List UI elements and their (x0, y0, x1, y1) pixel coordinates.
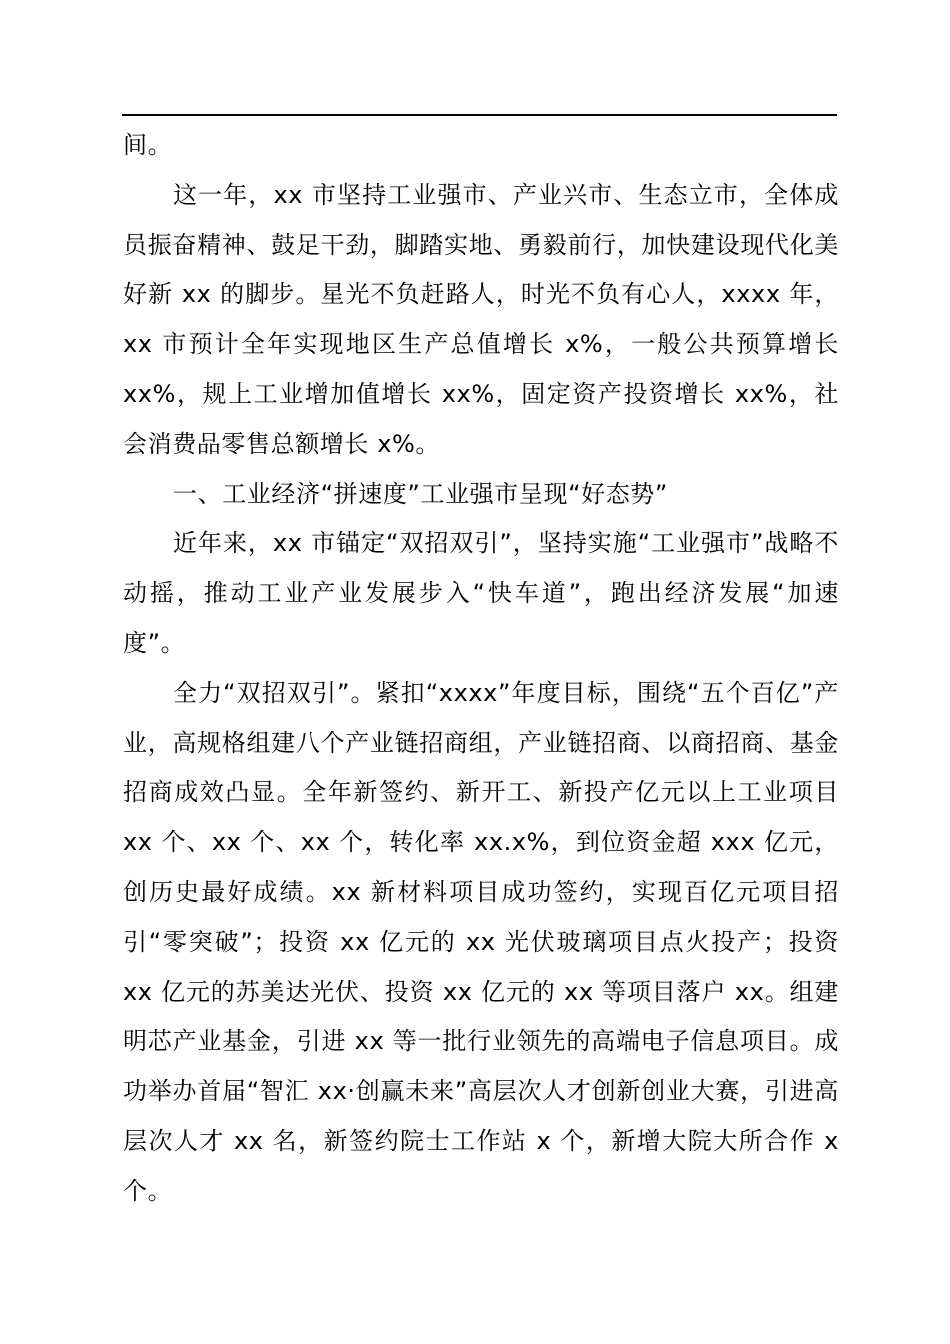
document-body (123, 121, 839, 1217)
paragraph-continuation: 间。 (123, 131, 173, 159)
paragraph-investment-talent: 全力“双招双引”。紧扣“xxxx”年度目标，围绕“五个百亿”产业，高规格组建八个产业链招商组，产业链招商、以商招商、基金招商成效凸显。全年新签约、新开工、新投产亿元以上工业项目 xx 个、xx 个、xx 个，转化率 xx.x%，到位资金超 xxx 亿元，创历史最好成绩。xx 新材料项目成功签约，实现百亿元项目招引“零突破”；投资 xx 亿元的 xx 光伏玻璃项目点火投产；投资 xx 亿元的苏美达光伏、投资 xx 亿元的 xx 等项目落户 xx。组建明芯产业基金，引进 xx 等一批行业领先的高端电子信息项目。成功举办首届“智汇 xx·创赢未来”高层次人才创新创业大赛，引进高层次人才 xx 名，新签约院士工作站 x 个，新增大院大所合作 x 个。 (123, 678, 839, 1205)
section-heading: 一、工业经济“拼速度”工业强市呈现“好态势” (173, 479, 668, 508)
header-rule (122, 114, 837, 116)
paragraph-annual-summary: 这一年，xx 市坚持工业强市、产业兴市、生态立市，全体成员振奋精神、鼓足干劲，脚踏实地、勇毅前行，加快建设现代化美好新 xx 的脚步。星光不负赶路人，时光不负有心人，xxxx 年，xx 市预计全年实现地区生产总值增长 x%，一般公共预算增长 xx%，规上工业增加值增长 xx%，固定资产投资增长 xx%，社会消费品零售总额增长 x%。 (123, 180, 839, 458)
paragraph-industry-strategy: 近年来，xx 市锚定“双招双引”，坚持实施“工业强市”战略不动摇，推动工业产业发展步入“快车道”，跑出经济发展“加速度”。 (123, 529, 839, 657)
